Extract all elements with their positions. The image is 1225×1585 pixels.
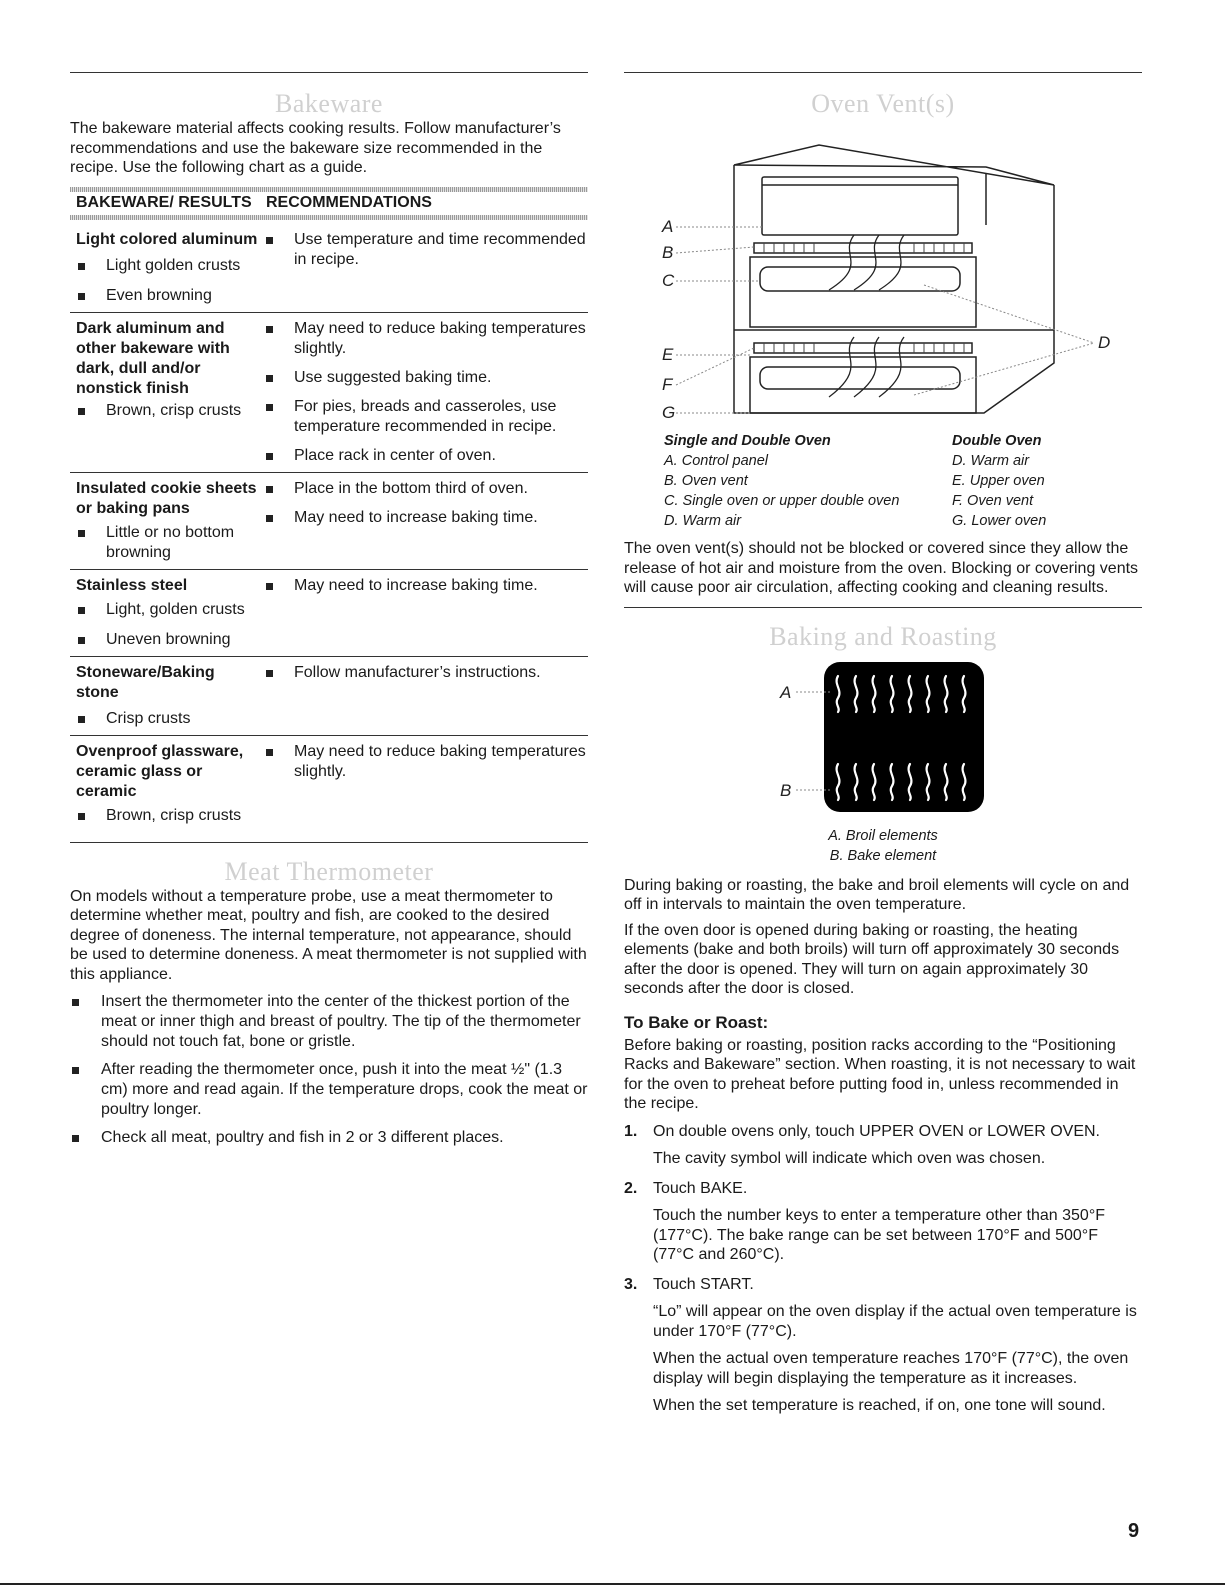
step-number: 3. [624, 1275, 638, 1293]
material-cell [70, 663, 260, 729]
result-item: Light golden crusts [76, 256, 260, 276]
caption-item: G. Lower oven [952, 513, 1047, 529]
caption-left [664, 431, 899, 531]
material-cell [70, 576, 260, 650]
col-header-recommendations: RECOMMENDATIONS [266, 193, 432, 211]
table-row [70, 473, 588, 570]
material-name: Light colored aluminum [76, 230, 258, 248]
recommendation-cell [260, 479, 588, 563]
recommendation-item: Place in the bottom third of oven. [264, 479, 588, 499]
material-name: Insulated cookie sheets or baking pans [76, 479, 257, 517]
material-name: Stainless steel [76, 576, 188, 594]
caption-item: D. Warm air [664, 513, 742, 529]
meat-bullet: Check all meat, poultry and fish in 2 or 3 different places. [70, 1128, 588, 1148]
label-broil: A [780, 682, 792, 702]
step-2 [624, 1179, 1142, 1199]
caption-right-heading: Double Oven [952, 433, 1042, 449]
caption-item: A. Control panel [664, 453, 768, 469]
step-text: Touch BAKE. [653, 1179, 748, 1197]
table-row [70, 220, 588, 313]
recommendation-item: May need to increase baking time. [264, 576, 588, 596]
label-a: A [662, 217, 674, 236]
step-note: When the actual oven temperature reaches 170°F (77°C), the oven display will begin displaying the temperature as it increases. [653, 1350, 1129, 1387]
step-1 [624, 1122, 1142, 1142]
table-header [70, 192, 588, 215]
step-note: The cavity symbol will indicate which oven was chosen. [653, 1150, 1046, 1167]
recommendation-cell [260, 742, 588, 826]
meat-bullet: Insert the thermometer into the center of the thickest portion of the meat or inner thigh and breast of poultry. The tip of the thermometer should not touch fat, bone or gristle. [70, 992, 588, 1052]
bake-steps [624, 1122, 1142, 1416]
caption-left-heading: Single and Double Oven [664, 433, 831, 449]
recommendation-cell [260, 663, 588, 729]
result-item: Little or no bottom browning [76, 523, 260, 563]
table-row [70, 313, 588, 473]
bakeware-intro: The bakeware material affects cooking results. Follow manufacturer’s recommendations and use the bakeware size recommended in the recipe. Use the following chart as a guide. [70, 120, 561, 176]
baking-roasting-title: Baking and Roasting [769, 621, 997, 651]
recommendation-item: Use temperature and time recommended in recipe. [264, 230, 588, 270]
label-c: C [662, 271, 675, 290]
recommendation-item: May need to increase baking time. [264, 508, 588, 528]
table-row [70, 570, 588, 657]
bakeware-title: Bakeware [275, 89, 383, 118]
table-row [70, 736, 588, 842]
result-item: Uneven browning [76, 630, 260, 650]
recommendation-item: For pies, breads and casseroles, use temperature recommended in recipe. [264, 397, 588, 437]
recommendation-item: May need to reduce baking temperatures slightly. [264, 319, 588, 359]
caption-item: E. Upper oven [952, 473, 1045, 489]
meat-thermometer-title: Meat Thermometer [224, 856, 434, 886]
vents-text: The oven vent(s) should not be blocked or covered since they allow the release of hot air and moisture from the oven. Blocking or covering vents will cause poor air circulation, affecting cooking and cleaning results. [624, 540, 1139, 596]
oven-vents-title: Oven Vent(s) [811, 89, 955, 118]
section-rule [70, 842, 588, 843]
label-b: B [662, 243, 674, 262]
to-bake-heading: To Bake or Roast: [624, 1012, 769, 1032]
bakeware-table [70, 187, 588, 842]
meat-intro: On models without a temperature probe, use a meat thermometer to determine whether meat, poultry and fish, are cooked to the desired degree of doneness. The internal temperature, not appearance, should be used to determine doneness. A meat thermometer is not supplied with this appliance. [70, 887, 587, 983]
material-cell [70, 479, 260, 563]
section-rule [70, 72, 588, 73]
oven-vents-caption [624, 431, 1142, 531]
caption-right [952, 431, 1102, 531]
meat-bullets [70, 992, 588, 1148]
material-name: Ovenproof glassware, ceramic glass or ceramic [76, 742, 244, 800]
label-e: E [662, 345, 674, 364]
recommendation-item: May need to reduce baking temperatures slightly. [264, 742, 588, 782]
baking-p1: During baking or roasting, the bake and broil elements will cycle on and off in intervals to maintain the oven temperature. [624, 876, 1130, 913]
material-cell [70, 230, 260, 306]
caption-item: B. Bake element [829, 847, 937, 864]
label-d: D [1098, 333, 1111, 352]
section-rule [624, 607, 1142, 608]
result-item: Light, golden crusts [76, 600, 260, 620]
result-item: Brown, crisp crusts [76, 401, 260, 421]
result-item: Crisp crusts [76, 709, 260, 729]
meat-bullet: After reading the thermometer once, push it into the meat ½" (1.3 cm) more and read again. If the temperature drops, cook the meat or poultry longer. [70, 1060, 588, 1120]
recommendation-cell [260, 319, 588, 466]
section-rule [624, 72, 1142, 73]
step-text: On double ovens only, touch UPPER OVEN or LOWER OVEN. [653, 1122, 1100, 1140]
col-header-bakeware: BAKEWARE/ RESULTS [76, 193, 252, 211]
baking-p2: If the oven door is opened during baking or roasting, the heating elements (bake and both broils) will turn off approximately 30 seconds after the door is opened. They will turn on again approximately 30 seconds after the door is closed. [624, 921, 1120, 997]
elements-caption [624, 826, 1142, 866]
step-note: When the set temperature is reached, if on, one tone will sound. [653, 1397, 1106, 1414]
oven-vents-diagram [624, 125, 1142, 425]
material-name: Dark aluminum and other bakeware with dark, dull and/or nonstick finish [76, 319, 230, 397]
material-cell [70, 742, 260, 826]
recommendation-cell [260, 230, 588, 306]
right-column [624, 72, 1142, 1416]
label-g: G [662, 403, 676, 422]
step-number: 2. [624, 1179, 638, 1197]
step-note: Touch the number keys to enter a temperature other than 350°F (177°C). The bake range can be set between 170°F and 500°F (77°C and 260°C). [653, 1207, 1105, 1263]
result-item: Brown, crisp crusts [76, 806, 260, 826]
recommendation-item: Follow manufacturer’s instructions. [264, 663, 588, 683]
caption-item: B. Oven vent [664, 473, 748, 489]
recommendation-item: Use suggested baking time. [264, 368, 588, 388]
material-name: Stoneware/Baking stone [76, 663, 215, 701]
caption-item: F. Oven vent [952, 493, 1034, 509]
baking-p3: Before baking or roasting, position racks according to the “Positioning Racks and Bakeware” section. When roasting, it is not necessary to wait for the oven to preheat before putting food in, unless recommended in the recipe. [624, 1036, 1136, 1112]
material-cell [70, 319, 260, 466]
recommendation-cell [260, 576, 588, 650]
recommendation-item: Place rack in center of oven. [264, 446, 588, 466]
label-f: F [662, 375, 673, 394]
step-note: “Lo” will appear on the oven display if the actual oven temperature is under 170°F (77°C). [653, 1303, 1137, 1340]
page-number: 9 [1128, 1520, 1140, 1542]
step-number: 1. [624, 1122, 638, 1140]
caption-item: D. Warm air [952, 453, 1030, 469]
step-text: Touch START. [653, 1275, 754, 1293]
table-row [70, 657, 588, 736]
left-column [70, 72, 588, 1148]
step-3 [624, 1275, 1142, 1295]
caption-item: C. Single oven or upper double oven [664, 493, 900, 509]
label-bake: B [780, 780, 792, 800]
oven-elements-diagram [624, 660, 1142, 820]
caption-item: A. Broil elements [828, 827, 938, 844]
result-item: Even browning [76, 286, 260, 306]
